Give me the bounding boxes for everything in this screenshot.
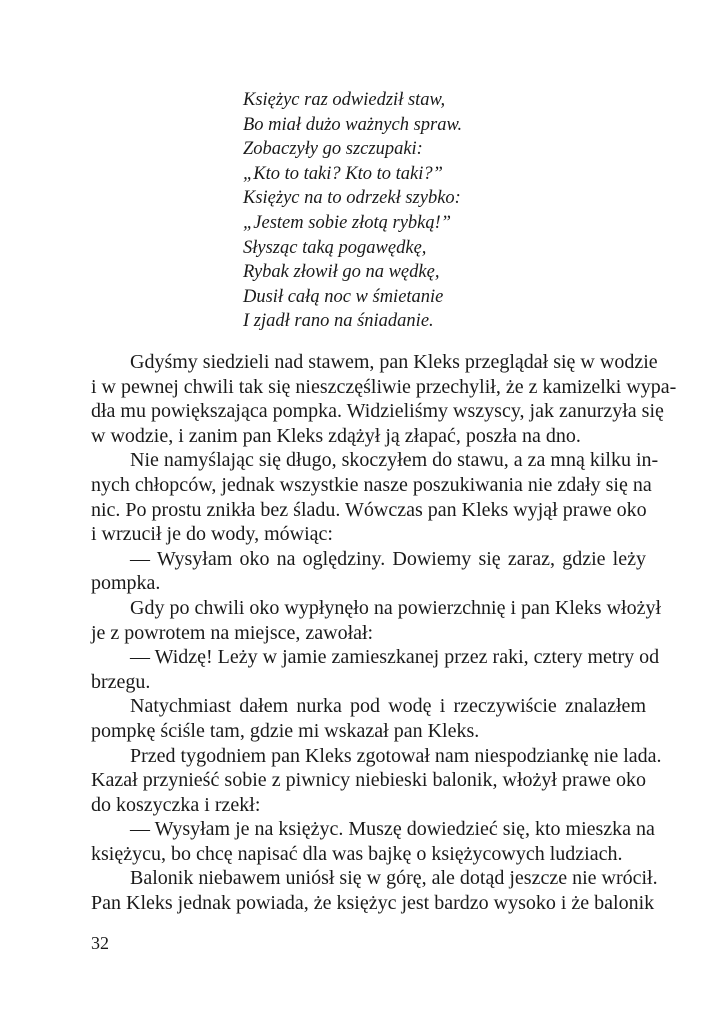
poem-line: Zobaczyły go szczupaki: — [243, 139, 423, 160]
prose-line: je z powrotem na miejsce, zawołał: — [91, 621, 374, 644]
prose-line: i wrzucił je do wody, mówiąc: — [91, 523, 333, 546]
prose-line: do koszyczka i rzekł: — [91, 793, 261, 816]
prose-line: brzegu. — [91, 670, 151, 693]
page-number: 32 — [91, 933, 109, 953]
poem-line: Księżyc raz odwiedził staw, — [243, 90, 446, 110]
prose-body — [91, 350, 677, 916]
prose-line: nic. Po prostu znikła bez śladu. Wówczas pan Kleks wyjął prawe oko — [91, 498, 647, 521]
prose-line: nych chłopców, jednak wszystkie nasze poszukiwania nie zdały się na — [91, 473, 652, 496]
prose-line: pompkę ściśle tam, gdzie mi wskazał pan Kleks. — [91, 719, 480, 742]
prose-line: księżycu, bo chcę napisać dla was bajkę o księżycowych ludziach. — [91, 842, 623, 865]
prose-line: Przed tygodniem pan Kleks zgotował nam niespodziankę nie lada. — [130, 744, 662, 767]
prose-line: i w pewnej chwili tak się nieszczęśliwie przechylił, że z kamizelki wypa- — [91, 375, 677, 398]
prose-line: — Wysyłam je na księżyc. Muszę dowiedzieć się, kto mieszka na — [130, 818, 655, 841]
poem-line: „Jestem sobie złotą rybką!” — [243, 212, 452, 233]
poem-line: Bo miał dużo ważnych spraw. — [243, 114, 463, 135]
prose-line: Natychmiast dałem nurka pod wodę i rzeczywiście znalazłem — [130, 695, 646, 718]
poem — [243, 88, 623, 334]
prose-line: dła mu powiększająca pompka. Widzieliśmy wszyscy, jak zanurzyła się — [91, 400, 664, 423]
prose-line: — Widzę! Leży w jamie zamieszkanej przez raki, cztery metry od — [130, 646, 660, 669]
poem-line: Słysząc taką pogawędkę, — [243, 237, 427, 258]
poem-line: I zjadł rano na śniadanie. — [243, 311, 434, 332]
prose-line: pompka. — [91, 572, 161, 595]
poem-line: Dusił całą noc w śmietanie — [243, 286, 444, 307]
poem-line: Rybak złowił go na wędkę, — [243, 262, 440, 283]
poem-line: „Kto to taki? Kto to taki?” — [243, 163, 443, 184]
prose-line: Nie namyślając się długo, skoczyłem do stawu, a za mną kilku in- — [130, 449, 659, 472]
prose-line: Gdy po chwili oko wypłynęło na powierzchnię i pan Kleks włożył — [130, 596, 661, 619]
prose-line: Gdyśmy siedzieli nad stawem, pan Kleks przeglądał się w wodzie — [130, 351, 658, 373]
prose-line: Balonik niebawem uniósł się w górę, ale dotąd jeszcze nie wrócił. — [130, 867, 658, 890]
prose-line: Pan Kleks jednak powiada, że księżyc jest bardzo wysoko i że balonik — [91, 892, 655, 915]
poem-line: Księżyc na to odrzekł szybko: — [243, 188, 461, 209]
prose-line: w wodzie, i zanim pan Kleks zdążył ją złapać, poszła na dno. — [91, 424, 581, 447]
prose-line: Kazał przynieść sobie z piwnicy niebieski balonik, włożył prawe oko — [91, 769, 646, 792]
prose-line: — Wysyłam oko na oględziny. Dowiemy się zaraz, gdzie leży — [130, 547, 646, 570]
